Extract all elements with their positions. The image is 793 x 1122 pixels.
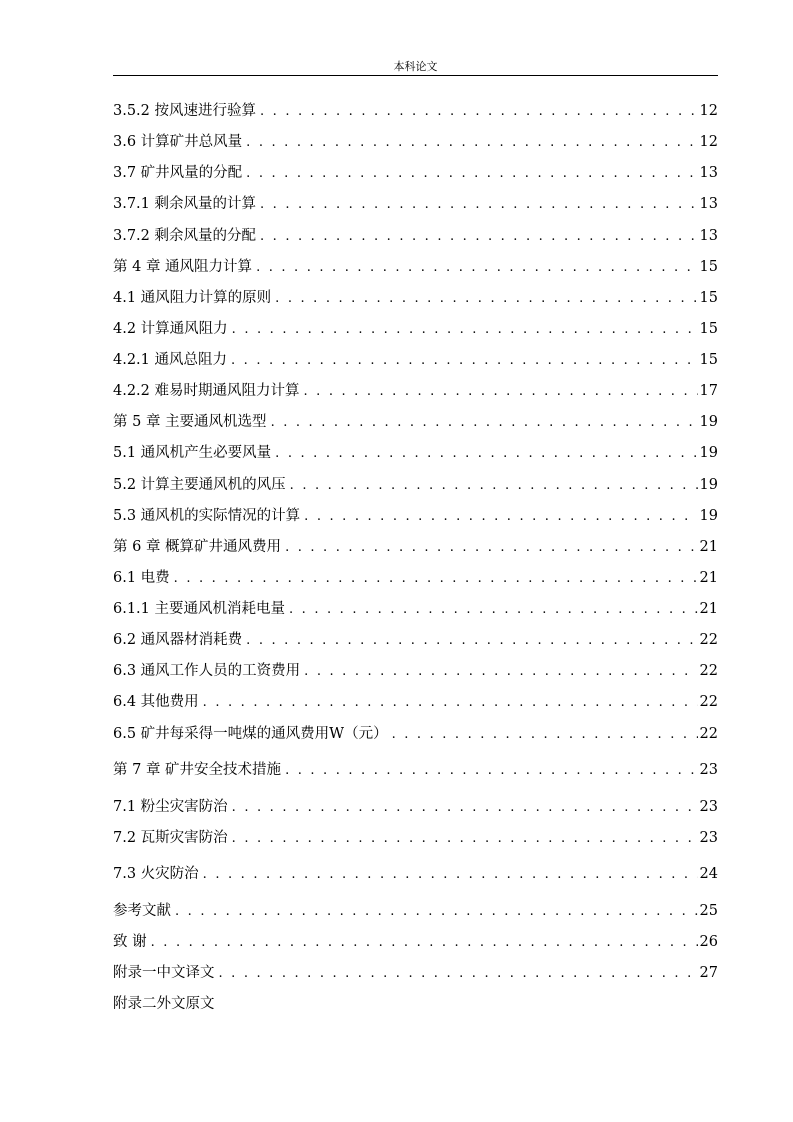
toc-entry-label: 3.6 计算矿井总风量 [113,134,243,150]
toc-entry[interactable] [113,505,718,527]
toc-entry[interactable] [113,827,718,849]
toc-dot-leader [174,568,698,590]
toc-entry-page: 22 [699,694,718,710]
toc-entry-label: 第 4 章 通风阻力计算 [113,259,253,275]
page-header [113,60,718,74]
toc-dot-leader [246,132,697,154]
toc-entry-page: 13 [699,165,718,181]
toc-dot-leader [232,797,698,819]
toc-dot-leader [285,537,697,559]
toc-entry-page: 13 [699,228,718,244]
toc-entry[interactable] [113,380,718,402]
toc-entry-label: 7.1 粉尘灾害防治 [113,799,228,815]
toc-dot-leader [203,864,698,886]
toc-entry-page: 19 [699,414,718,430]
toc-entry-page: 13 [699,196,718,212]
toc-entry[interactable] [113,411,718,433]
toc-entry-page: 22 [699,632,718,648]
toc-entry-page: 23 [699,762,718,778]
toc-entry[interactable] [113,723,718,745]
toc-entry-page: 27 [699,965,718,981]
toc-entry-page: 22 [699,726,718,742]
toc-entry-label: 7.3 火灾防治 [113,866,199,882]
toc-dot-leader [151,932,698,954]
toc-entry[interactable] [113,660,718,682]
toc-dot-leader [275,443,697,465]
toc-entry[interactable] [113,536,718,558]
toc-entry-page: 15 [699,290,718,306]
toc-entry-label: 3.7.2 剩余风量的分配 [113,228,257,244]
toc-dot-leader [231,350,698,372]
header-title: 本科论文 [393,60,438,73]
toc-entry-label: 5.2 计算主要通风机的风压 [113,477,286,493]
toc-entry[interactable] [113,162,718,184]
toc-dot-leader [256,257,697,279]
toc-entry-page: 26 [699,934,718,950]
toc-dot-leader [232,828,698,850]
toc-entry-label: 4.2 计算通风阻力 [113,321,228,337]
toc-entry-label: 6.5 矿井每采得一吨煤的通风费用W（元） [113,726,388,742]
toc-entry[interactable] [113,598,718,620]
toc-entry-page: 19 [699,477,718,493]
toc-entry[interactable] [113,931,718,953]
toc-entry[interactable] [113,962,718,984]
toc-entry-page: 17 [699,383,718,399]
toc-entry-label: 4.2.2 难易时期通风阻力计算 [113,383,300,399]
toc-dot-leader [304,506,697,528]
toc-entry[interactable] [113,287,718,309]
toc-entry[interactable] [113,567,718,589]
toc-entry-label: 第 7 章 矿井安全技术措施 [113,762,282,778]
toc-entry-label: 5.3 通风机的实际情况的计算 [113,508,301,524]
toc-entry[interactable] [113,993,718,1015]
toc-dot-leader [392,724,698,746]
toc-entry-page: 25 [699,903,718,919]
toc-entry-page: 12 [699,134,718,150]
toc-dot-leader [260,194,698,216]
toc-entry-label: 6.2 通风器材消耗费 [113,632,243,648]
toc-dot-leader [285,760,697,782]
toc-entry[interactable] [113,474,718,496]
toc-entry[interactable] [113,629,718,651]
toc-entry-page: 15 [699,352,718,368]
toc-dot-leader [232,319,698,341]
toc-entry[interactable] [113,225,718,247]
toc-entry-label: 6.1 电费 [113,570,170,586]
toc-entry[interactable] [113,863,718,885]
toc-entry[interactable] [113,900,718,922]
toc-entry-label: 3.7 矿井风量的分配 [113,165,243,181]
toc-entry-label: 6.4 其他费用 [113,694,199,710]
toc-entry-label: 第 5 章 主要通风机选型 [113,414,267,430]
header-divider [113,75,718,76]
toc-dot-leader [289,599,698,621]
toc-entry[interactable] [113,131,718,153]
toc-entry-label: 3.7.1 剩余风量的计算 [113,196,257,212]
toc-entry-page: 12 [699,103,718,119]
toc-entry[interactable] [113,796,718,818]
toc-dot-leader [304,381,698,403]
toc-dot-leader [304,661,697,683]
toc-entry[interactable] [113,349,718,371]
toc-entry[interactable] [113,691,718,713]
toc-entry-label: 7.2 瓦斯灾害防治 [113,830,228,846]
toc-entry-label: 5.1 通风机产生必要风量 [113,445,272,461]
toc-entry-label: 6.3 通风工作人员的工资费用 [113,663,301,679]
toc-dot-leader [275,288,697,310]
toc-dot-leader [246,630,697,652]
toc-entry-page: 24 [699,866,718,882]
toc-entry-label: 3.5.2 按风速进行验算 [113,103,257,119]
toc-entry-label: 4.1 通风阻力计算的原则 [113,290,272,306]
toc-dot-leader [260,226,698,248]
toc-entry-page: 21 [699,570,718,586]
toc-entry-page: 15 [699,321,718,337]
toc-entry-label: 附录二外文原文 [113,996,215,1012]
toc-entry-page: 23 [699,830,718,846]
toc-entry[interactable] [113,442,718,464]
toc-dot-leader [260,101,698,123]
toc-entry-label: 致 谢 [113,934,147,950]
toc-entry-page: 19 [699,508,718,524]
toc-entry-label: 6.1.1 主要通风机消耗电量 [113,601,286,617]
toc-entry-label: 第 6 章 概算矿井通风费用 [113,539,282,555]
toc-entry[interactable] [113,318,718,340]
toc-dot-leader [246,163,697,185]
toc-entry-page: 21 [699,601,718,617]
toc-entry-label: 4.2.1 通风总阻力 [113,352,228,368]
toc-dot-leader [219,963,698,985]
toc-entry[interactable] [113,256,718,278]
toc-entry[interactable] [113,193,718,215]
toc-entry[interactable] [113,100,718,122]
toc-entry-label: 附录一中文译文 [113,965,215,981]
toc-entry-page: 19 [699,445,718,461]
toc-dot-leader [175,901,698,923]
toc-entry[interactable] [113,759,718,781]
toc-entry-page: 21 [699,539,718,555]
toc-entry-page: 22 [699,663,718,679]
toc-entry-page: 23 [699,799,718,815]
toc-dot-leader [203,692,698,714]
toc-dot-leader [290,475,698,497]
toc-dot-leader [271,412,698,434]
toc-entry-label: 参考文献 [113,903,171,919]
toc-entry-page: 15 [699,259,718,275]
